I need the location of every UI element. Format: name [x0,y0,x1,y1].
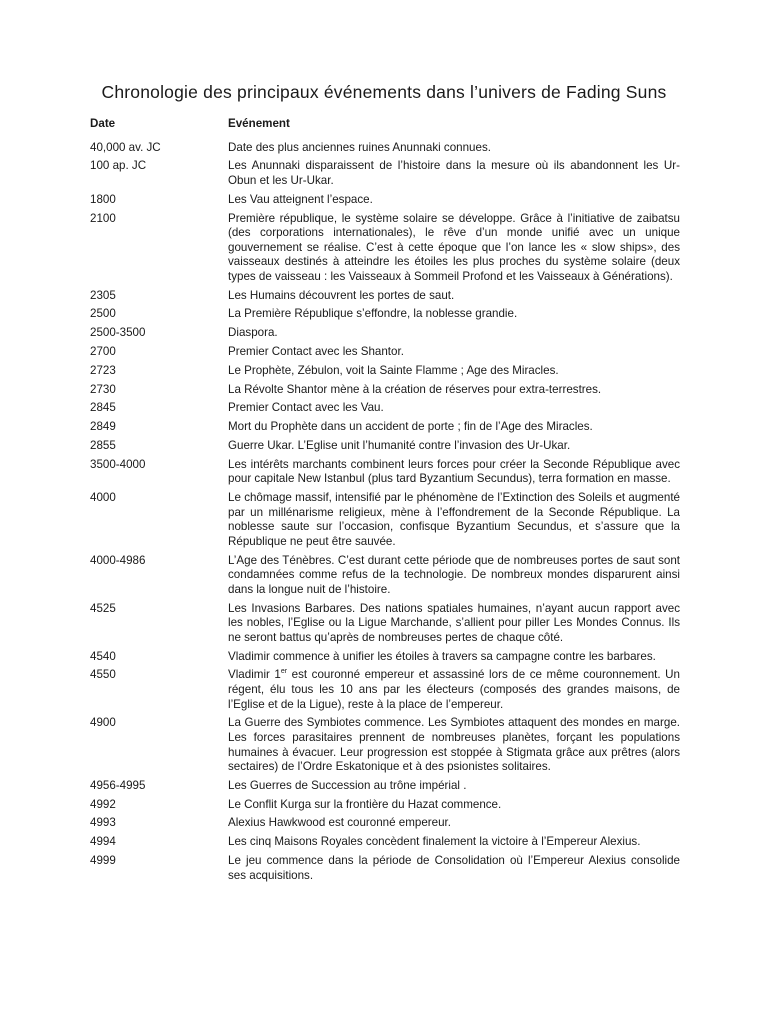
table-row [90,650,680,665]
row-date: 2700 [90,345,116,359]
row-date: 2855 [90,438,116,452]
row-event-rest: est couronné empereur et assassiné lors de ce même couronnement. Un régent, élu tous les 10 ans par les électeurs (composés des grandes maisons, de l’Eglise et de la Ligue), reste à la place de l’empereur. [228,668,680,711]
ordinal-superscript: er [280,668,288,676]
row-event: L’Age des Ténèbres. C’est durant cette période que de nombreuses portes de saut sont condamnées comme refus de la technologie. De nombreux mondes disparurent ainsi dans la longue nuit de l’histoire. [228,553,680,596]
row-date: 4000 [90,491,116,505]
row-date: 4540 [90,649,116,663]
row-event: Diaspora. [228,326,278,340]
row-date: 4994 [90,835,116,849]
row-event: Les intérêts marchants combinent leurs forces pour créer la Seconde République avec pour capitale New Istanbul (plus tard Byzantium Secundus), terra formation en masse. [228,457,680,486]
row-event: Premier Contact avec les Shantor. [228,345,404,359]
row-event: La Première République s’effondre, la noblesse grandie. [228,307,518,321]
row-event: Premier Contact avec les Vau. [228,401,384,415]
table-row [90,554,680,598]
column-header-date: Date [90,117,116,130]
row-date: 1800 [90,192,116,206]
row-event: Les Humains découvrent les portes de saut. [228,288,455,302]
table-row [90,345,680,360]
table-row [90,307,680,322]
row-date: 2100 [90,211,116,225]
row-event: Mort du Prophète dans un accident de porte ; fin de l’Age des Miracles. [228,420,593,434]
table-row [90,289,680,304]
table-row [90,458,680,487]
row-date: 2305 [90,288,116,302]
table-row [90,716,680,774]
table-row [90,364,680,379]
table-row [90,212,680,285]
row-date: 100 ap. JC [90,159,147,173]
row-event: Les Anunnaki disparaissent de l’histoire dans la mesure où ils abandonnent les Ur-Obun et les Ur-Ukar. [228,159,680,187]
row-date: 2500-3500 [90,326,146,340]
row-event: La Guerre des Symbiotes commence. Les Symbiotes attaquent des mondes en marge. Les forces parasitaires prennent de nombreuses planètes, forçant les populations humaines à évacuer. Leur progression est stoppée à Stigmata grâce aux prêtres (alors sectaires) de l’Ordre Eskatonique et à des psionistes solitaires. [228,716,680,774]
table-row [90,668,680,712]
timeline-table [90,117,680,887]
table-row [90,326,680,341]
row-event: Le jeu commence dans la période de Consolidation où l’Empereur Alexius consolide ses acquisitions. [228,854,680,882]
table-row [90,159,680,188]
row-event: Vladimir commence à unifier les étoiles à travers sa campagne contre les barbares. [228,649,656,663]
row-event: Les Guerres de Succession au trône impérial . [228,778,467,792]
row-event: Date des plus anciennes ruines Anunnaki connues. [228,140,491,154]
row-event: Le chômage massif, intensifié par le phénomène de l’Extinction des Soleils et augmenté par un millénarisme religieux, mène à l’effondrement de la Seconde République. La noblesse saute sur l’occasion, confisque Byzantium Secundus, et s’assure que la République ne peut être sauvée. [228,491,680,548]
table-row [90,439,680,454]
table-row [90,816,680,831]
row-event: Guerre Ukar. L’Eglise unit l’humanité contre l’invasion des Ur-Ukar. [228,438,571,452]
row-date: 4900 [90,716,116,730]
row-event: Les Invasions Barbares. Des nations spatiales humaines, n’ayant aucun rapport avec les nobles, l’Eglise ou la Ligue Marchande, s’allient pour piller Les Mondes Connus. Ils ne seront battus qu’après de nombreuses pertes de chaque côté. [228,601,680,644]
table-row [90,854,680,883]
row-date: 2730 [90,382,116,396]
table-row [90,491,680,549]
row-date: 2500 [90,307,116,321]
row-event: Le Conflit Kurga sur la frontière du Hazat commence. [228,797,502,811]
row-date: 2849 [90,420,116,434]
row-date: 4550 [90,668,116,682]
row-event-prefix: Vladimir 1 [228,668,281,682]
table-row [90,141,680,156]
row-date: 4999 [90,854,116,868]
table-row [90,835,680,850]
row-event: Le Prophète, Zébulon, voit la Sainte Flamme ; Age des Miracles. [228,363,559,377]
table-row [90,779,680,794]
table-header [90,117,680,132]
row-date: 2845 [90,401,116,415]
table-row [90,798,680,813]
row-event: Alexius Hawkwood est couronné empereur. [228,816,451,830]
column-header-event: Evénement [228,117,290,130]
row-date: 4525 [90,601,116,615]
table-row [90,401,680,416]
row-event: Les cinq Maisons Royales concèdent finalement la victoire à l’Empereur Alexius. [228,835,641,849]
table-row [90,602,680,646]
row-event: Les Vau atteignent l’espace. [228,192,373,206]
table-row [90,383,680,398]
row-date: 4956-4995 [90,778,146,792]
row-event [228,668,680,712]
row-date: 4993 [90,816,116,830]
row-date: 40,000 av. JC [90,140,161,154]
row-date: 4992 [90,797,116,811]
page-title: Chronologie des principaux événements dans l’univers de Fading Suns [101,82,667,102]
table-row [90,193,680,208]
row-date: 3500-4000 [90,457,146,471]
row-event: Première république, le système solaire se développe. Grâce à l’initiative de zaibatsu (des corporations internationales), le rêve d’un monde unifié avec un unique gouvernement se réalise. C’est à cette époque que l’on lance les « slow ships», des vaisseaux destinés à atteindre les étoiles les plus proches du système solaire (deux types de vaisseau : les Vaisseaux à Sommeil Profond et les Vaisseaux à Générations). [228,211,680,283]
row-event: La Révolte Shantor mène à la création de réserves pour extra-terrestres. [228,382,602,396]
table-row [90,420,680,435]
row-date: 4000-4986 [90,553,146,567]
row-date: 2723 [90,363,116,377]
